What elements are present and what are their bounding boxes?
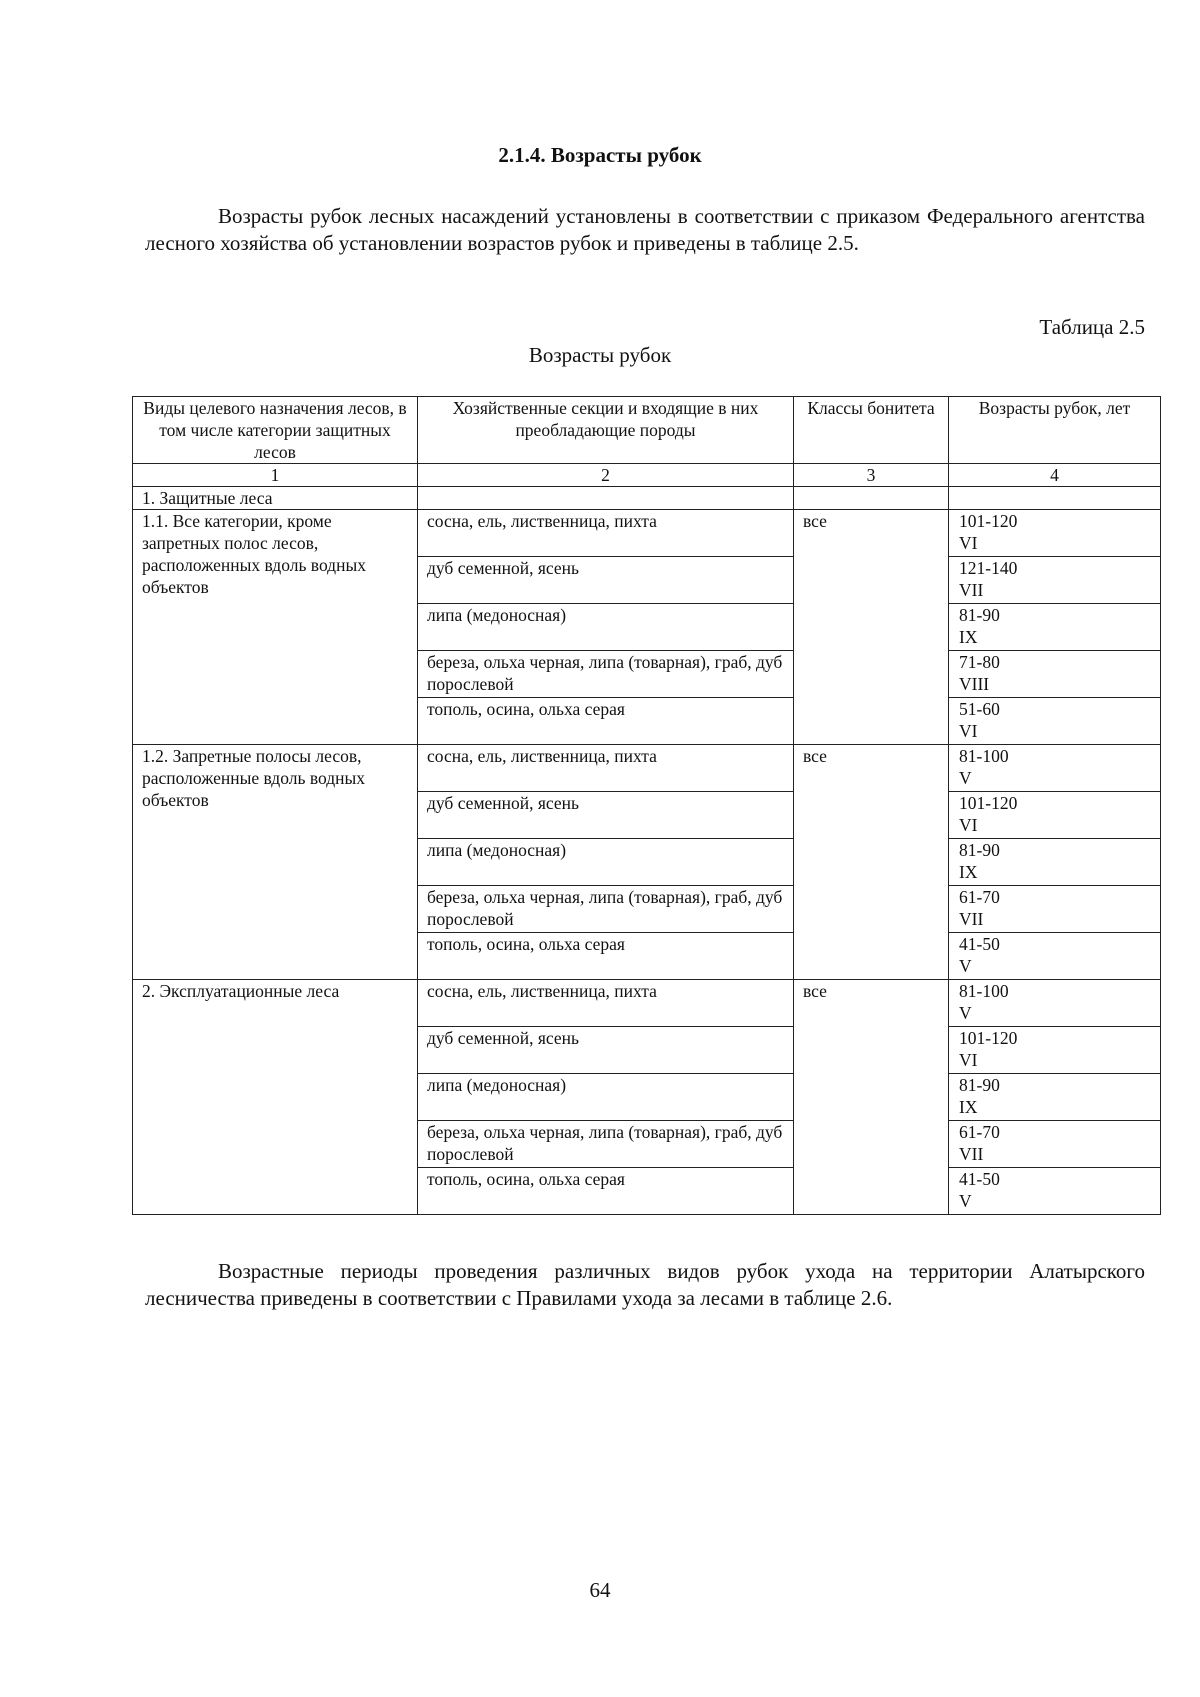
age-range: 81-90	[959, 840, 1000, 860]
section-heading: 2.1.4. Возрасты рубок	[498, 143, 702, 167]
species-section: сосна, ель, лиственница, пихта	[418, 745, 794, 792]
cutting-age	[949, 651, 1161, 698]
table-row	[133, 980, 1161, 1027]
header-sections: Хозяйственные секции и входящие в них преобладающие породы	[418, 397, 794, 464]
age-class: VIII	[959, 674, 990, 694]
closing-paragraph: Возрастные периоды проведения различных видов рубок ухода на территории Алатырского лесничества приведены в соответствии с Правилами ухода за лесами в таблице 2.6.	[145, 1259, 1145, 1310]
age-class: IX	[959, 1097, 978, 1117]
species-section: тополь, осина, ольха серая	[418, 1168, 794, 1215]
cutting-age	[949, 933, 1161, 980]
age-range: 41-50	[959, 1169, 1000, 1189]
table-body	[133, 487, 1161, 1215]
age-class: VII	[959, 909, 984, 929]
species-section: сосна, ель, лиственница, пихта	[418, 980, 794, 1027]
bonitet-class: все	[794, 980, 949, 1215]
age-class: VI	[959, 815, 978, 835]
cutting-age	[949, 1168, 1161, 1215]
header-ages: Возрасты рубок, лет	[949, 397, 1161, 464]
age-range: 71-80	[959, 652, 1000, 672]
cutting-age	[949, 1121, 1161, 1168]
species-section: тополь, осина, ольха серая	[418, 933, 794, 980]
species-section: липа (медоносная)	[418, 839, 794, 886]
column-number: 4	[949, 464, 1161, 487]
table-caption: Возрасты рубок	[528, 343, 672, 367]
age-class: V	[959, 1191, 972, 1211]
species-section: тополь, осина, ольха серая	[418, 698, 794, 745]
species-section: липа (медоносная)	[418, 1074, 794, 1121]
column-number: 2	[418, 464, 794, 487]
age-class: V	[959, 768, 972, 788]
species-section: береза, ольха черная, липа (товарная), граб, дуб порослевой	[418, 886, 794, 933]
group-title-row	[133, 487, 1161, 510]
purpose-category: 2. Эксплуатационные леса	[133, 980, 418, 1215]
species-section: липа (медоносная)	[418, 604, 794, 651]
cutting-age	[949, 510, 1161, 557]
intro-paragraph: Возрасты рубок лесных насаждений установлены в соответствии с приказом Федерального агентства лесного хозяйства об установлении возрастов рубок и приведены в таблице 2.5.	[145, 204, 1145, 255]
header-bonitet: Классы бонитета	[794, 397, 949, 464]
column-number-row	[133, 464, 1161, 487]
cutting-age	[949, 839, 1161, 886]
age-class: VII	[959, 580, 984, 600]
cutting-age	[949, 745, 1161, 792]
age-class: VI	[959, 533, 978, 553]
age-range: 101-120	[959, 1028, 1018, 1048]
age-range: 81-100	[959, 746, 1009, 766]
cutting-ages-table	[132, 396, 1161, 1215]
header-purpose: Виды целевого назначения лесов, в том числе категории защитных лесов	[133, 397, 418, 464]
table-header-row	[133, 397, 1161, 464]
age-range: 51-60	[959, 699, 1000, 719]
age-class: VII	[959, 1144, 984, 1164]
cutting-age	[949, 557, 1161, 604]
cutting-age	[949, 698, 1161, 745]
age-class: IX	[959, 627, 978, 647]
column-number: 1	[133, 464, 418, 487]
age-range: 101-120	[959, 511, 1018, 531]
cutting-age	[949, 1074, 1161, 1121]
cutting-age	[949, 1027, 1161, 1074]
age-range: 121-140	[959, 558, 1018, 578]
bonitet-class: все	[794, 745, 949, 980]
species-section: дуб семенной, ясень	[418, 1027, 794, 1074]
bonitet-class: все	[794, 510, 949, 745]
page-number: 64	[589, 1578, 611, 1602]
species-section: дуб семенной, ясень	[418, 557, 794, 604]
age-range: 41-50	[959, 934, 1000, 954]
table-label: Таблица 2.5	[1039, 315, 1145, 339]
group-title: 1. Защитные леса	[133, 487, 418, 510]
age-class: VI	[959, 721, 978, 741]
cutting-age	[949, 886, 1161, 933]
species-section: береза, ольха черная, липа (товарная), граб, дуб порослевой	[418, 651, 794, 698]
cutting-age	[949, 980, 1161, 1027]
age-range: 81-90	[959, 605, 1000, 625]
age-range: 81-90	[959, 1075, 1000, 1095]
age-range: 61-70	[959, 887, 1000, 907]
cutting-age	[949, 792, 1161, 839]
age-class: V	[959, 956, 972, 976]
cutting-age	[949, 604, 1161, 651]
age-range: 61-70	[959, 1122, 1000, 1142]
table-row	[133, 510, 1161, 557]
species-section: береза, ольха черная, липа (товарная), граб, дуб порослевой	[418, 1121, 794, 1168]
table-row	[133, 745, 1161, 792]
age-range: 101-120	[959, 793, 1018, 813]
age-range: 81-100	[959, 981, 1009, 1001]
column-number: 3	[794, 464, 949, 487]
age-class: IX	[959, 862, 978, 882]
species-section: дуб семенной, ясень	[418, 792, 794, 839]
purpose-category: 1.2. Запретные полосы лесов, расположенные вдоль водных объектов	[133, 745, 418, 980]
species-section: сосна, ель, лиственница, пихта	[418, 510, 794, 557]
purpose-category: 1.1. Все категории, кроме запретных полос лесов, расположенных вдоль водных объектов	[133, 510, 418, 745]
age-class: V	[959, 1003, 972, 1023]
age-class: VI	[959, 1050, 978, 1070]
